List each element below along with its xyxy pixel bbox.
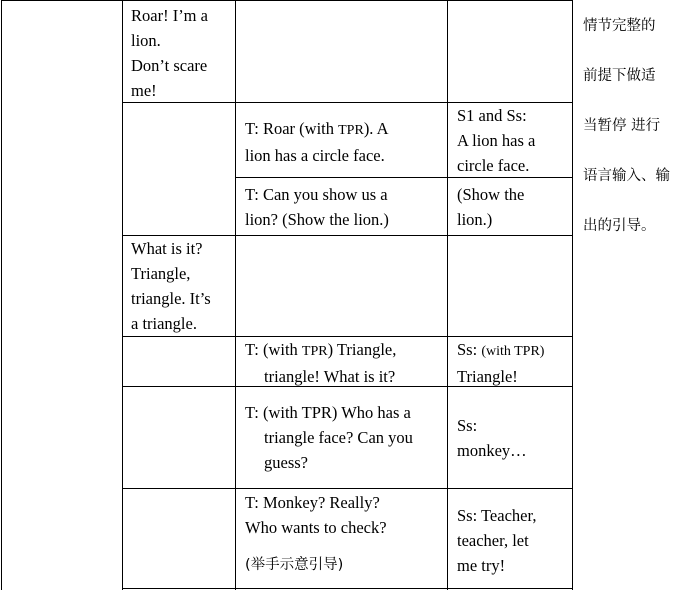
design-note-line-5: 出的引导。 xyxy=(583,218,656,234)
design-note-line-2: 前提下做适 xyxy=(583,68,656,84)
design-note-line-4: 语言输入、输 xyxy=(583,168,670,184)
student-cell-triangle: Ss: (with TPR) Triangle! xyxy=(457,340,545,386)
design-note-line-3: 当暂停 进行 xyxy=(583,118,661,134)
student-cell-show-lion: (Show the lion.) xyxy=(457,185,525,229)
teacher-cell-roar: T: Roar (with TPR). A lion has a circle face. xyxy=(245,119,389,165)
teacher-cell-who-has-triangle: T: (with TPR) Who has a triangle face? Can you guess? xyxy=(245,403,413,472)
student-cell-monkey: Ss: monkey… xyxy=(457,416,527,460)
story-cell-roar: Roar! I’m a lion. Don’t scare me! xyxy=(131,6,208,100)
design-note-line-1: 情节完整的 xyxy=(583,18,656,34)
teacher-cell-show-lion: T: Can you show us a lion? (Show the lion.) xyxy=(245,185,389,229)
teacher-cell-monkey-check: T: Monkey? Really? Who wants to check? (举手示意引导) xyxy=(245,493,387,573)
teacher-cell-triangle: T: (with TPR) Triangle, triangle! What is it? xyxy=(245,340,397,386)
student-cell-circle-face: S1 and Ss: A lion has a circle face. xyxy=(457,106,536,175)
student-cell-let-me-try: Ss: Teacher, teacher, let me try! xyxy=(457,506,537,575)
story-cell-triangle: What is it? Triangle, triangle. It’s a triangle. xyxy=(131,239,211,333)
